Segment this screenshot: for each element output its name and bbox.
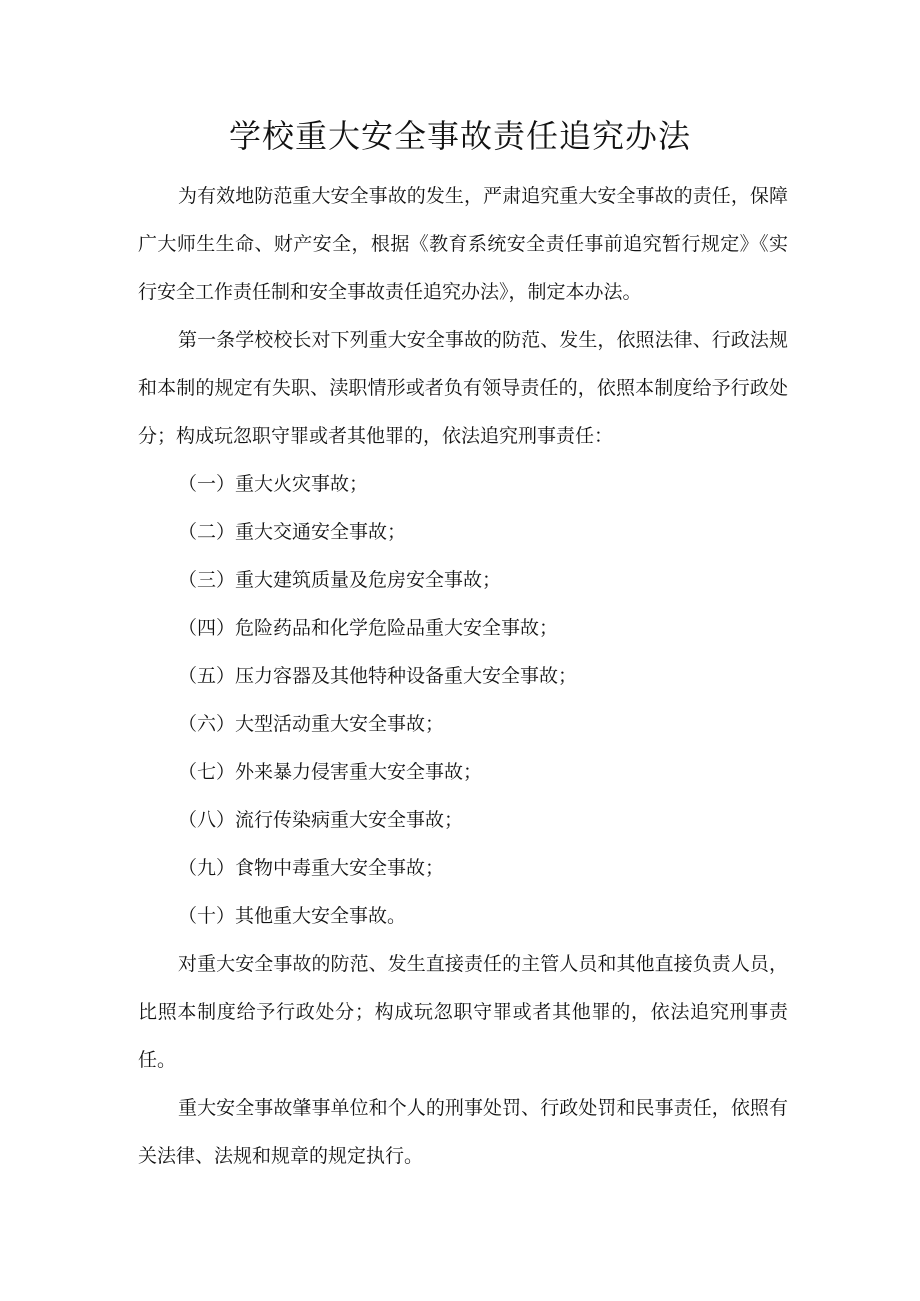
list-item: （七）外来暴力侵害重大安全事故；: [178, 761, 483, 783]
list-item: （六）大型活动重大安全事故；: [178, 713, 445, 735]
accident-list: [138, 460, 788, 940]
list-item: （三）重大建筑质量及危房安全事故；: [178, 569, 502, 591]
intro-paragraph: 为有效地防范重大安全事故的发生，严肃追究重大安全事故的责任，保障广大师生生命、财产安全，根据《教育系统安全责任事前追究暂行规定》《实行安全工作责任制和安全事故责任追究办法》，制定本办法。: [138, 185, 788, 303]
list-item: （五）压力容器及其他特种设备重大安全事故；: [178, 665, 578, 687]
article-1-paragraph: 第一条学校校长对下列重大安全事故的防范、发生，依照法律、行政法规和本制的规定有失职、渎职情形或者负有领导责任的，依照本制度给予行政处分；构成玩忽职守罪或者其他罪的，依法追究刑事责任：: [138, 329, 788, 447]
liability-paragraph: 重大安全事故肇事单位和个人的刑事处罚、行政处罚和民事责任，依照有关法律、法规和规章的规定执行。: [138, 1097, 788, 1167]
list-item: （十）其他重大安全事故。: [178, 905, 407, 927]
document-body: [138, 172, 788, 1180]
list-item: （九）食物中毒重大安全事故；: [178, 857, 445, 879]
direct-responsibility-paragraph: 对重大安全事故的防范、发生直接责任的主管人员和其他直接负责人员，比照本制度给予行政处分；构成玩忽职守罪或者其他罪的，依法追究刑事责任。: [138, 953, 788, 1071]
list-item: （二）重大交通安全事故；: [178, 521, 407, 543]
list-item: （一）重大火灾事故；: [178, 473, 369, 495]
list-item: （八）流行传染病重大安全事故；: [178, 809, 464, 831]
list-item: （四）危险药品和化学危险品重大安全事故；: [178, 617, 559, 639]
document-title: 学校重大安全事故责任追究办法: [228, 117, 691, 155]
